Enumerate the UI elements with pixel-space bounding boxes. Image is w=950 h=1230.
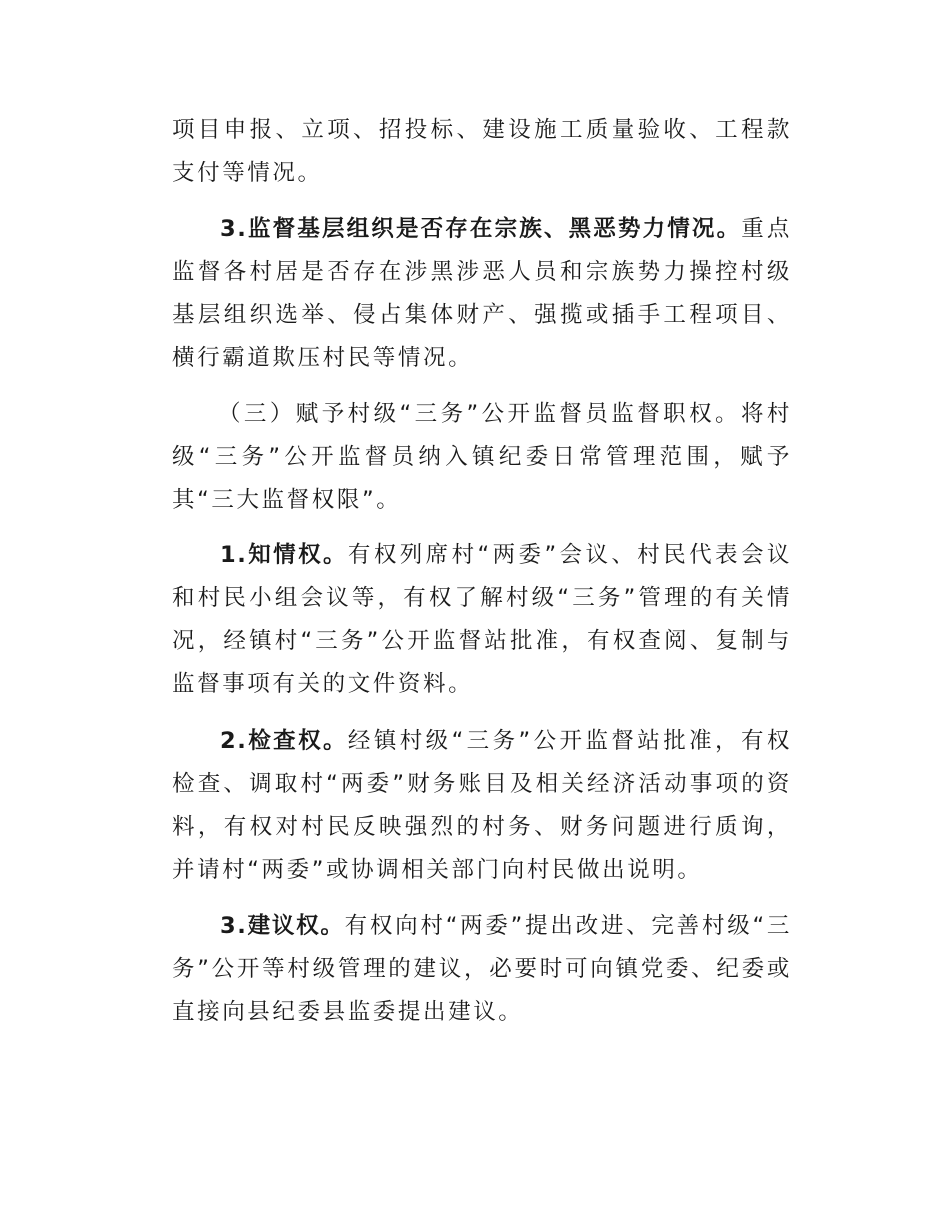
- paragraph-clan-forces: [172, 208, 792, 380]
- paragraph-heading: 3.监督基层组织是否存在宗族、黑恶势力情况。: [220, 216, 742, 242]
- paragraph-text: 项目申报、立项、招投标、建设施工质量验收、工程款支付等情况。: [172, 117, 792, 186]
- paragraph-project-items: [172, 109, 792, 195]
- paragraph-text: 重点监督各村居是否存在涉黑涉恶人员和宗族势力操控村级基层组织选举、侵占集体财产、强揽或插手工程项目、横行霸道欺压村民等情况。: [172, 216, 792, 371]
- paragraph-right-to-suggest: [172, 905, 792, 1034]
- paragraph-right-to-know: [172, 534, 792, 706]
- paragraph-text: （三）赋予村级“三务”公开监督员监督职权。将村级“三务”公开监督员纳入镇纪委日常管理范围，赋予其“三大监督权限”。: [172, 401, 792, 513]
- paragraph-heading: 1.知情权。: [220, 542, 348, 568]
- paragraph-right-to-inspect: [172, 720, 792, 892]
- paragraph-text: 有权向村“两委”提出改进、完善村级“三务”公开等村级管理的建议，必要时可向镇党委、纪委或直接向县纪委县监委提出建议。: [172, 913, 792, 1025]
- paragraph-heading: 2.检查权。: [220, 728, 348, 754]
- paragraph-heading: 3.建议权。: [220, 913, 345, 939]
- paragraph-text: 经镇村级“三务”公开监督站批准，有权检查、调取村“两委”财务账目及相关经济活动事项的资料，有权对村民反映强烈的村务、财务问题进行质询，并请村“两委”或协调相关部门向村民做出说明。: [172, 728, 792, 883]
- paragraph-section-three: [172, 393, 792, 522]
- paragraph-text: 有权列席村“两委”会议、村民代表会议和村民小组会议等，有权了解村级“三务”管理的有关情况，经镇村“三务”公开监督站批准，有权查阅、复制与监督事项有关的文件资料。: [172, 542, 792, 697]
